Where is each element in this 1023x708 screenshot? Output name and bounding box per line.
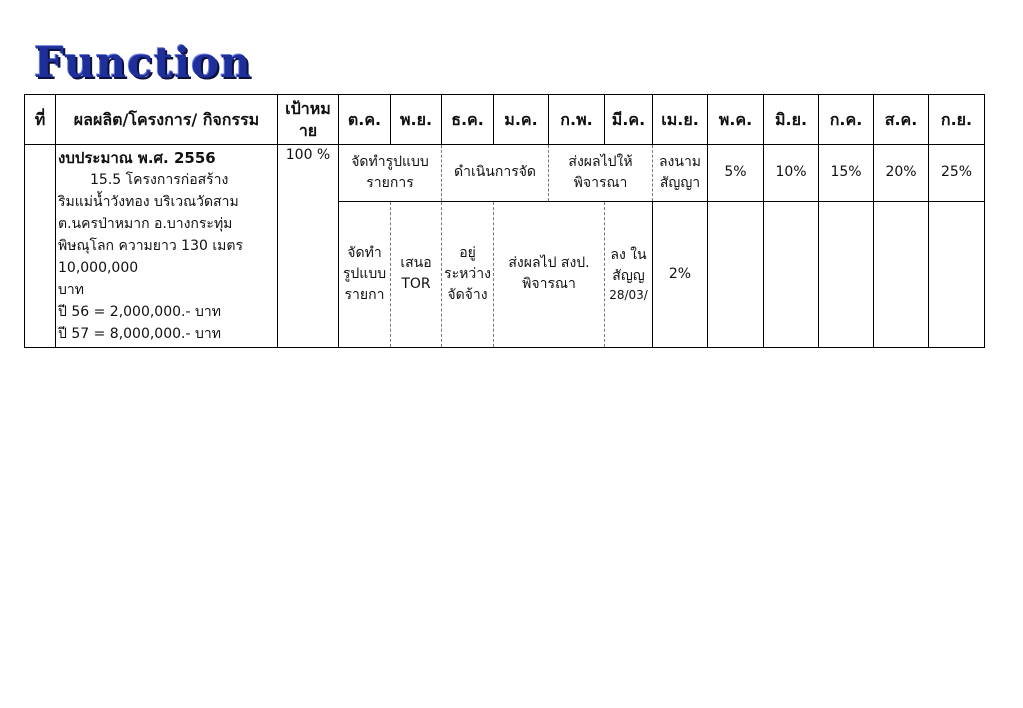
actual-design-cell: จัดทำ รูปแบบ รายกา (339, 201, 391, 347)
header-output: ผลผลิต/โครงการ/ กิจกรรม (56, 95, 278, 145)
plan-submit-cell: ส่งผลไปให้ พิจารณา (549, 145, 653, 202)
header-month: ม.ค. (494, 95, 549, 145)
header-month: ธ.ค. (442, 95, 494, 145)
empty-cell (819, 201, 874, 347)
empty-cell (929, 201, 985, 347)
header-no: ที่ (25, 95, 56, 145)
plan-design-cell: จัดทำรูปแบบ รายการ (339, 145, 442, 202)
project-line: บาท (58, 282, 84, 298)
project-line: 15.5 โครงการก่อสร้าง (90, 172, 229, 188)
project-cell (56, 145, 278, 348)
project-line: พิษณุโลก ความยาว 130 เมตร (58, 238, 243, 254)
page-title: Function (34, 38, 252, 87)
header-target: เป้าหม าย (278, 95, 339, 145)
header-month: ก.ค. (819, 95, 874, 145)
row-number-cell (25, 145, 56, 348)
empty-cell (764, 201, 819, 347)
header-month: เม.ย. (653, 95, 708, 145)
header-month: มี.ค. (605, 95, 653, 145)
project-line: 10,000,000 (58, 260, 139, 276)
schedule-table (24, 94, 985, 348)
empty-cell (874, 201, 929, 347)
header-month: ก.ย. (929, 95, 985, 145)
actual-sign-text: ลง ใน สัญญ (610, 247, 647, 285)
header-month: มิ.ย. (764, 95, 819, 145)
plan-progress-cell: 25% (929, 145, 985, 202)
empty-cell (708, 201, 764, 347)
header-month: ต.ค. (339, 95, 391, 145)
actual-procuring-cell: อยู่ ระหว่าง จัดจ้าง (442, 201, 494, 347)
plan-sign-cell: ลงนาม สัญญา (653, 145, 708, 202)
actual-sign-date: 28/03/ (609, 288, 648, 303)
plan-progress-cell: 20% (874, 145, 929, 202)
actual-sign-cell (605, 201, 653, 347)
plan-procure-cell: ดำเนินการจัด (442, 145, 549, 202)
target-cell: 100 % (278, 145, 339, 348)
project-heading: งบประมาณ พ.ศ. 2556 (58, 149, 216, 167)
header-month: พ.ย. (391, 95, 442, 145)
header-month: พ.ค. (708, 95, 764, 145)
header-month: ส.ค. (874, 95, 929, 145)
actual-submit-cell: ส่งผลไป สงป. พิจารณา (494, 201, 605, 347)
header-month: ก.พ. (549, 95, 605, 145)
project-line: ปี 57 = 8,000,000.- บาท (58, 326, 221, 342)
plan-row (25, 145, 985, 202)
actual-tor-cell: เสนอ TOR (391, 201, 442, 347)
project-line: ต.นครป่าหมาก อ.บางกระทุ่ม (58, 216, 233, 232)
plan-progress-cell: 15% (819, 145, 874, 202)
project-line: ปี 56 = 2,000,000.- บาท (58, 304, 221, 320)
actual-progress-cell: 2% (653, 201, 708, 347)
header-row (25, 95, 985, 145)
project-line: ริมแม่น้ำวังทอง บริเวณวัดสาม (58, 194, 239, 210)
plan-progress-cell: 5% (708, 145, 764, 202)
plan-progress-cell: 10% (764, 145, 819, 202)
